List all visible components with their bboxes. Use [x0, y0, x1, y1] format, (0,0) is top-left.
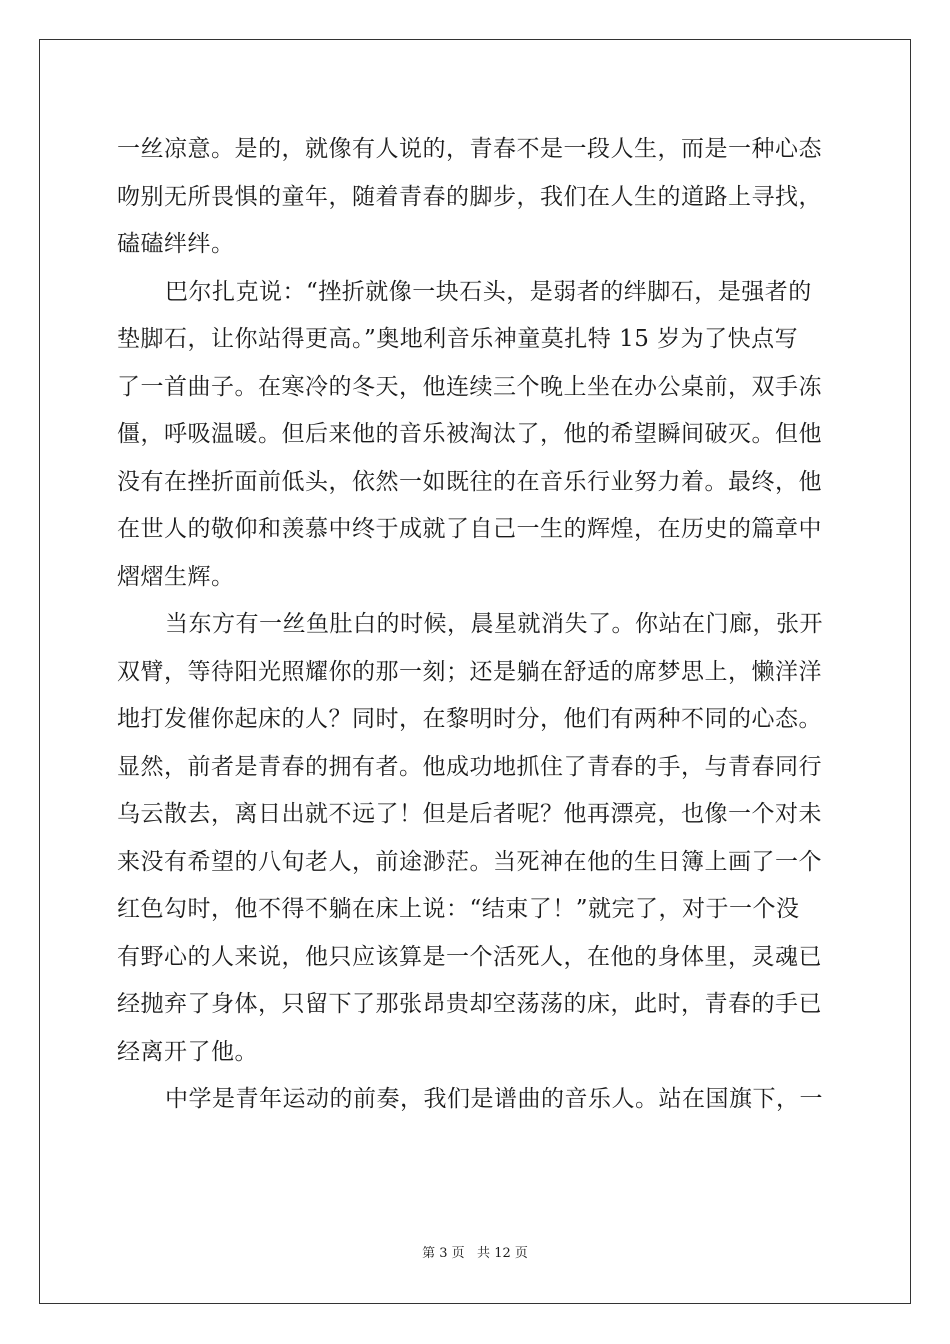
text-line: 没有在挫折面前低头，依然一如既往的在音乐行业努力着。最终，他 — [117, 468, 822, 495]
text-line: 磕磕绊绊。 — [117, 231, 235, 257]
text-line: 中学是青年运动的前奏，我们是谱曲的音乐人。站在国旗下，一 — [165, 1086, 823, 1112]
text-line: 垫脚石，让你站得更高。”奥地利音乐神童莫扎特 15 岁为了快点写 — [117, 326, 799, 352]
text-line: 吻别无所畏惧的童年，随着青春的脚步，我们在人生的道路上寻找， — [117, 183, 822, 210]
text-line: 有野心的人来说，他只应该算是一个活死人，在他的身体里，灵魂已 — [117, 943, 822, 970]
text-line: 双臂，等待阳光照耀你的那一刻；还是躺在舒适的席梦思上，懒洋洋 — [117, 658, 822, 685]
text-line: 当东方有一丝鱼肚白的时候，晨星就消失了。你站在门廊，张开 — [165, 611, 823, 637]
text-line: 显然，前者是青春的拥有者。他成功地抓住了青春的手，与青春同行 — [117, 753, 822, 780]
text-line: 地打发催你起床的人？同时，在黎明时分，他们有两种不同的心态。 — [117, 706, 822, 732]
text-line: 一丝凉意。是的，就像有人说的，青春不是一段人生，而是一种心态 — [117, 136, 822, 162]
text-line: 经离开了他。 — [117, 1038, 258, 1065]
text-line: 乌云散去，离日出就不远了！但是后者呢？他再漂亮，也像一个对未 — [117, 801, 822, 827]
text-line: 巴尔扎克说：“挫折就像一块石头，是弱者的绊脚石，是强者的 — [165, 278, 812, 305]
text-line: 熠熠生辉。 — [117, 563, 235, 590]
text-line: 经抛弃了身体，只留下了那张昂贵却空荡荡的床，此时，青春的手已 — [117, 991, 822, 1017]
page-number-footer: 第 3 页 共 12 页 — [422, 1246, 528, 1261]
document-body — [117, 126, 837, 1124]
text-line: 僵，呼吸温暖。但后来他的音乐被淘汰了，他的希望瞬间破灭。但他 — [117, 421, 822, 447]
text-line: 了一首曲子。在寒冷的冬天，他连续三个晚上坐在办公桌前，双手冻 — [117, 373, 822, 400]
text-line: 来没有希望的八旬老人，前途渺茫。当死神在他的生日簿上画了一个 — [117, 848, 822, 875]
text-line: 红色勾时，他不得不躺在床上说：“结束了！”就完了，对于一个没 — [117, 896, 800, 922]
text-line: 在世人的敬仰和羡慕中终于成就了自己一生的辉煌，在历史的篇章中 — [117, 516, 822, 542]
